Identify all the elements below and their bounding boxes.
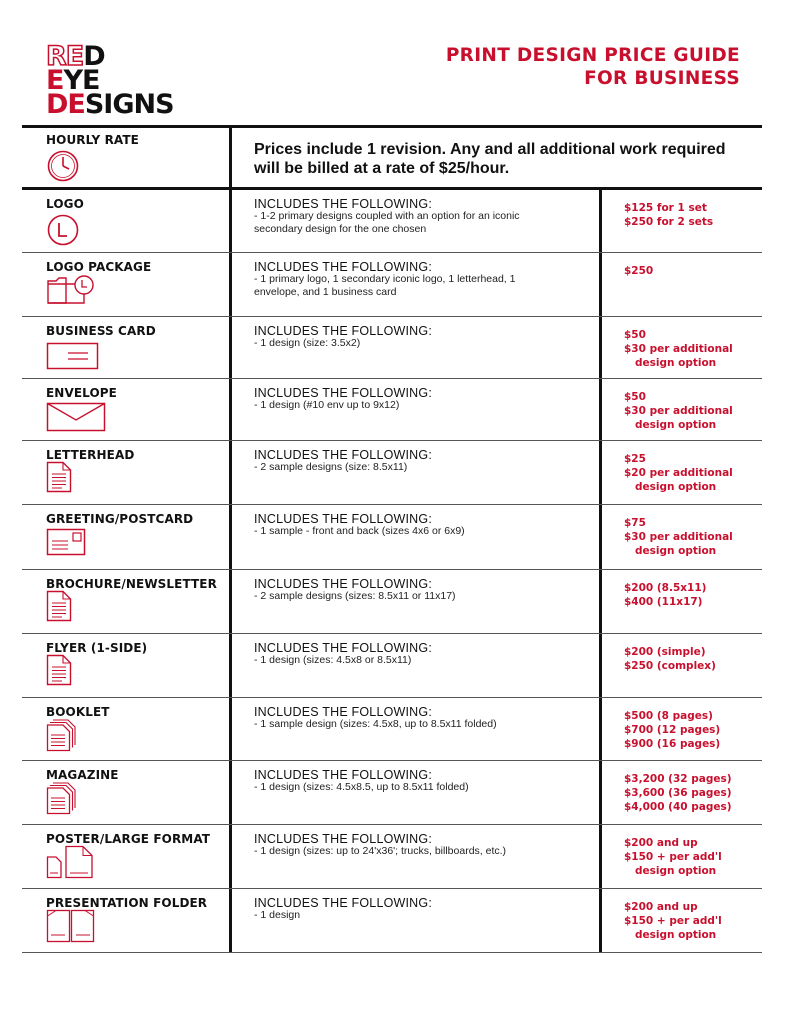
includes-heading: INCLUDES THE FOLLOWING: <box>254 324 433 338</box>
row-divider <box>22 760 762 761</box>
document-icon <box>46 461 72 498</box>
postcard-icon <box>46 528 86 561</box>
price-cell <box>624 709 759 751</box>
row-label-logo-package: LOGO PACKAGE <box>46 260 152 274</box>
row-divider <box>22 316 762 317</box>
row-label-flyer-1-side: FLYER (1-SIDE) <box>46 641 148 655</box>
price-line: $200 and up <box>624 901 698 913</box>
price-cell <box>624 390 759 432</box>
price-cell <box>624 516 759 558</box>
row-divider <box>22 888 762 889</box>
hourly-rate-text: Prices include 1 revision. Any and all additional work required will be billed at a rate of $25/hour. <box>254 141 726 177</box>
includes-detail: - 1 sample design (sizes: 4.5x8, up to 8.5x11 folded) <box>254 718 497 730</box>
includes-heading: INCLUDES THE FOLLOWING: <box>254 260 433 274</box>
row-label-poster-large-format: POSTER/LARGE FORMAT <box>46 832 211 846</box>
row-divider <box>22 440 762 441</box>
includes-detail: - 1 primary logo, 1 secondary iconic logo, 1 letterhead, 1 envelope, and 1 business card <box>254 273 516 298</box>
includes-heading: INCLUDES THE FOLLOWING: <box>254 705 433 719</box>
row-label-booklet: BOOKLET <box>46 705 110 719</box>
folder-icon <box>46 909 96 948</box>
row-divider <box>22 378 762 379</box>
row-label-logo: LOGO <box>46 197 84 211</box>
includes-detail: - 2 sample designs (sizes: 8.5x11 or 11x17) <box>254 590 456 602</box>
price-line: $200 (simple) <box>624 646 706 658</box>
price-cell <box>624 201 759 229</box>
document-icon <box>46 654 72 691</box>
price-line: $200 (8.5x11) <box>624 582 707 594</box>
includes-detail: - 1 design (#10 env up to 9x12) <box>254 399 400 411</box>
price-line: $700 (12 pages) <box>624 724 721 736</box>
includes-heading: INCLUDES THE FOLLOWING: <box>254 448 433 462</box>
row-divider <box>22 824 762 825</box>
price-line: $20 per additional <box>624 467 733 479</box>
stacked-pages-icon <box>46 781 78 820</box>
row-label-greeting-postcard: GREETING/POSTCARD <box>46 512 194 526</box>
price-line: $250 <box>624 265 654 277</box>
includes-detail: - 1 design <box>254 909 301 921</box>
price-line: $150 + per add'l <box>624 915 722 927</box>
price-line: $500 (8 pages) <box>624 710 713 722</box>
row-label-brochure-newsletter: BROCHURE/NEWSLETTER <box>46 577 217 591</box>
price-line: $900 (16 pages) <box>624 738 721 750</box>
price-cell <box>624 836 759 878</box>
logo-letters-d: D <box>83 41 105 72</box>
envelope-icon <box>46 402 106 437</box>
price-line: $30 per additional <box>624 343 733 355</box>
logo-letters-ye: YE <box>63 65 100 96</box>
row-label-envelope: ENVELOPE <box>46 386 117 400</box>
includes-heading: INCLUDES THE FOLLOWING: <box>254 577 433 591</box>
price-line: $150 + per add'l <box>624 851 722 863</box>
price-cell <box>624 645 759 673</box>
row-label-business-card: BUSINESS CARD <box>46 324 156 338</box>
price-line: $4,000 (40 pages) <box>624 801 732 813</box>
price-line: $200 and up <box>624 837 698 849</box>
column-divider-right <box>599 187 602 953</box>
logo-letters-e: E <box>46 65 64 96</box>
price-line: $400 (11x17) <box>624 596 703 608</box>
table-top-rule <box>22 125 762 128</box>
row-label-letterhead: LETTERHEAD <box>46 448 135 462</box>
price-line: design option <box>624 865 717 877</box>
price-cell <box>624 581 759 609</box>
includes-heading: INCLUDES THE FOLLOWING: <box>254 768 433 782</box>
price-line: $75 <box>624 517 646 529</box>
hourly-rate-label: HOURLY RATE <box>46 133 139 147</box>
price-line: $50 <box>624 391 646 403</box>
price-cell <box>624 264 759 278</box>
stacked-pages-icon <box>46 718 78 757</box>
row-divider <box>22 252 762 253</box>
price-cell <box>624 772 759 814</box>
price-line: $125 for 1 set <box>624 202 707 214</box>
price-line: $3,200 (32 pages) <box>624 773 732 785</box>
price-cell <box>624 900 759 942</box>
logo-letters-signs: SIGNS <box>84 89 174 120</box>
row-divider <box>22 569 762 570</box>
includes-heading: INCLUDES THE FOLLOWING: <box>254 512 433 526</box>
includes-detail: - 1 sample - front and back (sizes 4x6 or 6x9) <box>254 525 465 537</box>
includes-heading: INCLUDES THE FOLLOWING: <box>254 386 433 400</box>
includes-detail: - 1 design (sizes: up to 24'x36'; trucks, billboards, etc.) <box>254 845 507 857</box>
price-line: design option <box>624 419 717 431</box>
clock-icon <box>46 149 80 183</box>
includes-heading: INCLUDES THE FOLLOWING: <box>254 832 433 846</box>
includes-detail: - 2 sample designs (size: 8.5x11) <box>254 461 408 473</box>
includes-detail: - 1 design (sizes: 4.5x8.5, up to 8.5x11 folded) <box>254 781 469 793</box>
price-line: $30 per additional <box>624 405 733 417</box>
price-line: design option <box>624 929 717 941</box>
price-line: $50 <box>624 329 646 341</box>
includes-detail: - 1 design (size: 3.5x2) <box>254 337 361 349</box>
includes-detail: - 1 design (sizes: 4.5x8 or 8.5x11) <box>254 654 412 666</box>
price-line: $25 <box>624 453 646 465</box>
column-divider-left <box>229 125 232 953</box>
price-line: design option <box>624 357 717 369</box>
price-line: $250 for 2 sets <box>624 216 714 228</box>
folder-logo-icon <box>46 273 98 312</box>
brand-logo <box>46 41 236 120</box>
includes-heading: INCLUDES THE FOLLOWING: <box>254 197 433 211</box>
includes-heading: INCLUDES THE FOLLOWING: <box>254 641 433 655</box>
price-line: design option <box>624 545 717 557</box>
title-line-2: FOR BUSINESS <box>584 68 740 89</box>
row-divider <box>22 952 762 953</box>
price-cell <box>624 452 759 494</box>
logo-circle-icon <box>46 213 80 252</box>
price-line: design option <box>624 481 717 493</box>
row-label-magazine: MAGAZINE <box>46 768 119 782</box>
business-card-icon <box>46 342 100 375</box>
price-line: $3,600 (36 pages) <box>624 787 732 799</box>
price-line: $30 per additional <box>624 531 733 543</box>
row-divider <box>22 697 762 698</box>
page-title <box>446 44 740 90</box>
document-icon <box>46 590 72 627</box>
includes-detail: - 1-2 primary designs coupled with an option for an iconic secondary design for the one chosen <box>254 210 520 235</box>
row-divider <box>22 504 762 505</box>
logo-letters-de: DE <box>46 89 85 120</box>
price-line: $250 (complex) <box>624 660 716 672</box>
hourly-row-rule <box>22 187 762 190</box>
poster-icon <box>46 845 94 884</box>
title-line-1: PRINT DESIGN PRICE GUIDE <box>445 45 740 66</box>
logo-letters-re: RE <box>46 41 84 72</box>
includes-heading: INCLUDES THE FOLLOWING: <box>254 896 433 910</box>
price-cell <box>624 328 759 370</box>
row-divider <box>22 633 762 634</box>
row-label-presentation-folder: PRESENTATION FOLDER <box>46 896 208 910</box>
